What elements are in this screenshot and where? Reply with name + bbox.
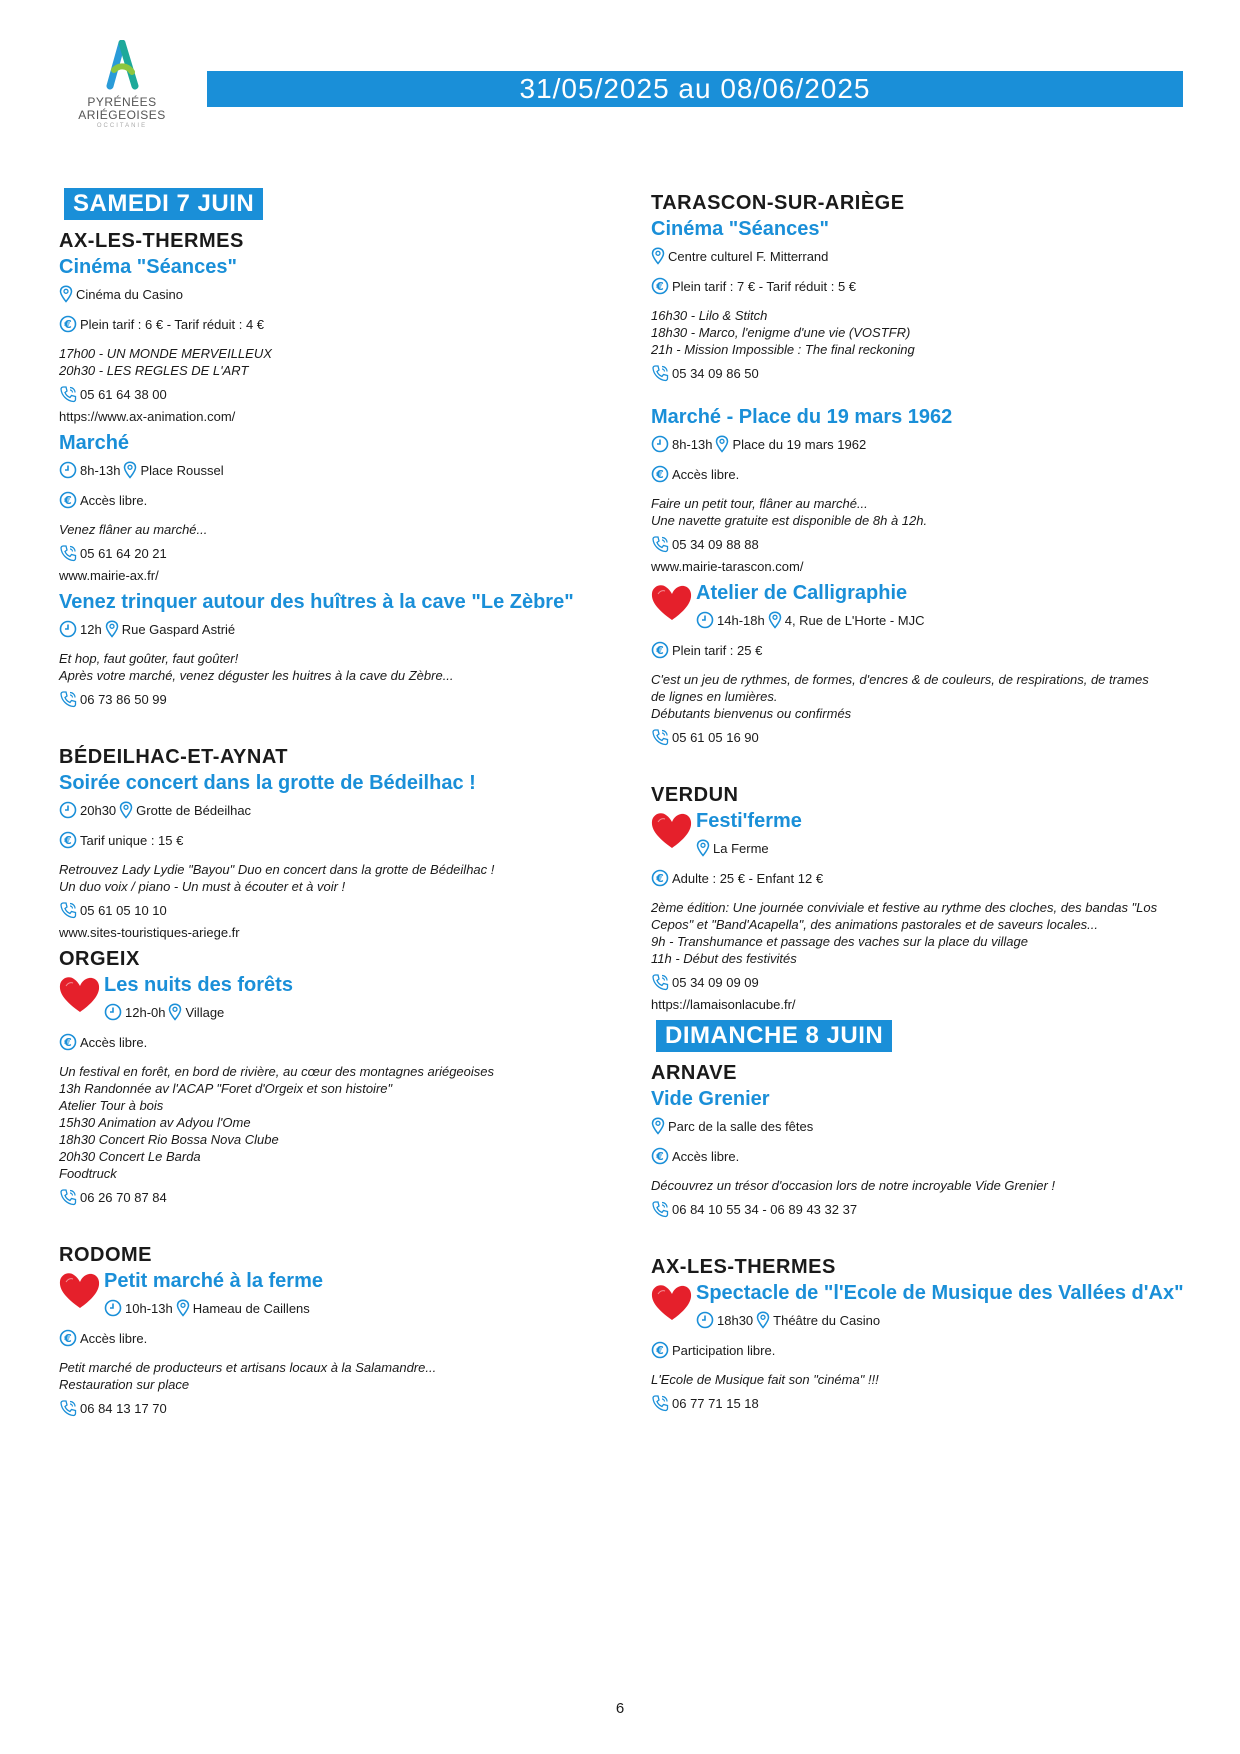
event-desc-line: Retrouvez Lady Lydie "Bayou" Duo en concert dans la grotte de Bédeilhac ! (59, 862, 495, 877)
event-calligraphie (651, 582, 1191, 746)
phone-icon (651, 1200, 669, 1218)
event-location: Place Roussel (140, 462, 224, 478)
euro-icon (59, 315, 77, 333)
event-url[interactable]: www.sites-touristiques-ariege.fr (59, 925, 240, 940)
event-phone[interactable]: 05 34 09 88 88 (672, 536, 759, 552)
event-title: Atelier de Calligraphie (696, 582, 908, 604)
town-heading: RODOME (59, 1244, 152, 1266)
event-desc-line: 20h30 Concert Le Barda (59, 1149, 201, 1164)
svg-text:€: € (656, 872, 664, 885)
event-url[interactable]: https://lamaisonlacube.fr/ (651, 997, 796, 1012)
phone-icon (651, 364, 669, 382)
event-desc-line: 2ème édition: Une journée conviviale et festive au rythme des cloches, des bandas "Los (651, 900, 1158, 915)
town-heading: ORGEIX (59, 948, 140, 970)
event-desc-line: 18h30 Concert Rio Bossa Nova Clube (59, 1132, 279, 1147)
euro-icon (59, 831, 77, 849)
town-heading: TARASCON-SUR-ARIÈGE (651, 192, 905, 214)
event-time: 20h30 (80, 802, 117, 818)
svg-text:€: € (656, 1344, 664, 1357)
event-desc-line: Découvrez un trésor d'occasion lors de notre incroyable Vide Grenier ! (651, 1178, 1056, 1193)
event-huitres (59, 591, 629, 708)
event-desc-line: 18h30 - Marco, l'enigme d'une vie (VOSTFR) (651, 325, 911, 340)
pin-icon (59, 285, 73, 303)
phone-icon (59, 544, 77, 562)
phone-icon (651, 535, 669, 553)
event-price: Plein tarif : 7 € - Tarif réduit : 5 € (672, 278, 857, 294)
event-desc-line: L'Ecole de Musique fait son "cinéma" !!! (651, 1372, 879, 1387)
pin-icon (715, 435, 729, 453)
event-desc-line: Débutants bienvenus ou confirmés (651, 706, 852, 721)
event-price: Accès libre. (80, 1330, 148, 1346)
event-desc-line: Et hop, faut goûter, faut goûter! (59, 651, 239, 666)
event-title: Cinéma "Séances" (59, 256, 237, 278)
logo-text-1: PYRÉNÉES (87, 95, 157, 109)
event-location: Cinéma du Casino (76, 286, 183, 302)
event-price: Tarif unique : 15 € (80, 832, 184, 848)
event-location: Village (185, 1004, 225, 1020)
euro-icon (651, 465, 669, 483)
event-location: Rue Gaspard Astrié (121, 621, 236, 637)
clock-icon (59, 620, 77, 638)
pin-icon (105, 620, 119, 638)
pin-icon (768, 611, 782, 629)
event-time: 14h-18h (717, 612, 765, 628)
left-column (59, 188, 629, 1429)
pin-icon (651, 247, 665, 265)
event-desc-line: 17h00 - UN MONDE MERVEILLEUX (59, 346, 272, 361)
event-price: Accès libre. (672, 466, 740, 482)
event-desc-line: C'est un jeu de rythmes, de formes, d'encres & de couleurs, de respirations, de trames (651, 672, 1149, 687)
clock-icon (104, 1299, 122, 1317)
event-price: Plein tarif : 25 € (672, 642, 763, 658)
page-number: 6 (615, 1700, 625, 1717)
event-location: Parc de la salle des fêtes (668, 1118, 814, 1134)
event-desc-line: Petit marché de producteurs et artisans locaux à la Salamandre... (59, 1360, 437, 1375)
event-bedeilhac (59, 772, 629, 940)
event-title: Les nuits des forêts (104, 974, 293, 996)
event-desc-line: Atelier Tour à bois (59, 1098, 164, 1113)
phone-icon (651, 1394, 669, 1412)
event-location: Place du 19 mars 1962 (732, 436, 867, 452)
event-phone[interactable]: 06 26 70 87 84 (80, 1189, 167, 1205)
clock-icon (696, 1311, 714, 1329)
event-title: Spectacle de "l'Ecole de Musique des Vallées d'Ax" (696, 1282, 1184, 1304)
heart-icon (58, 974, 100, 1019)
event-desc-line: 15h30 Animation av Adyou l'Ome (59, 1115, 251, 1130)
event-title: Marché - Place du 19 mars 1962 (651, 406, 953, 428)
event-festiferme (651, 810, 1191, 1012)
town-heading: AX-LES-THERMES (59, 230, 244, 252)
event-time: 18h30 (717, 1312, 754, 1328)
event-desc-line: 21h - Mission Impossible : The final reckoning (651, 342, 915, 357)
pin-icon (651, 1117, 665, 1135)
event-price: Accès libre. (80, 1034, 148, 1050)
event-title: Venez trinquer autour des huîtres à la cave "Le Zèbre" (59, 591, 574, 613)
town-heading: AX-LES-THERMES (651, 1256, 836, 1278)
clock-icon (59, 801, 77, 819)
day-heading-saturday: SAMEDI 7 JUIN (64, 188, 263, 220)
svg-text:€: € (64, 834, 72, 847)
euro-icon (651, 1147, 669, 1165)
heart-icon (650, 1282, 692, 1327)
town-heading: VERDUN (651, 784, 739, 806)
event-desc-line: de lignes en lumières. (651, 689, 778, 704)
euro-icon (651, 277, 669, 295)
pin-icon (123, 461, 137, 479)
event-title: Festi'ferme (696, 810, 802, 832)
logo-text-2: ARIÉGEOISES (78, 108, 166, 122)
event-title: Soirée concert dans la grotte de Bédeilhac ! (59, 772, 476, 794)
svg-text:€: € (64, 494, 72, 507)
phone-icon (59, 901, 77, 919)
event-orgeix (59, 974, 629, 1206)
event-phone[interactable]: 06 77 71 15 18 (672, 1395, 759, 1411)
euro-icon (59, 491, 77, 509)
event-phone[interactable]: 05 34 09 09 09 (672, 974, 759, 990)
event-phone[interactable]: 06 84 13 17 70 (80, 1400, 167, 1416)
logo-icon (102, 40, 142, 94)
event-price: Participation libre. (672, 1342, 776, 1358)
event-location: Théâtre du Casino (773, 1312, 881, 1328)
event-desc-line: Après votre marché, venez déguster les huitres à la cave du Zèbre... (59, 668, 454, 683)
event-marche-tarascon (651, 406, 1191, 574)
event-phone[interactable]: 05 34 09 86 50 (672, 365, 759, 381)
event-desc-line: 9h - Transhumance et passage des vaches sur la place du village (651, 934, 1028, 949)
event-location: Centre culturel F. Mitterrand (668, 248, 829, 264)
event-title: Marché (59, 432, 130, 454)
phone-icon (59, 1399, 77, 1417)
event-ecole-musique (651, 1282, 1191, 1412)
heart-icon (650, 582, 692, 627)
event-desc-line: Restauration sur place (59, 1377, 190, 1392)
event-cinema-ax (59, 256, 629, 424)
event-url[interactable]: www.mairie-ax.fr/ (59, 568, 159, 583)
phone-icon (59, 1188, 77, 1206)
event-url[interactable]: www.mairie-tarascon.com/ (651, 559, 804, 574)
svg-text:€: € (656, 1150, 664, 1163)
event-location: Grotte de Bédeilhac (136, 802, 252, 818)
svg-text:€: € (656, 468, 664, 481)
logo-text-3: OCCITANIE (96, 123, 148, 129)
event-phone[interactable]: 05 61 64 20 21 (80, 545, 167, 561)
town-heading: ARNAVE (651, 1062, 737, 1084)
event-phone[interactable]: 05 61 05 10 10 (80, 902, 167, 918)
pin-icon (176, 1299, 190, 1317)
svg-text:€: € (656, 280, 664, 293)
pin-icon (119, 801, 133, 819)
svg-text:€: € (656, 644, 664, 657)
heart-icon (58, 1270, 100, 1315)
event-desc-line: 11h - Début des festivités (651, 951, 797, 966)
svg-text:€: € (64, 318, 72, 331)
event-desc-line: Cepos" et "Band'Acapella", des animations pastorales et de saveurs locales... (651, 917, 1099, 932)
pin-icon (168, 1003, 182, 1021)
clock-icon (696, 611, 714, 629)
event-vide-grenier (651, 1088, 1191, 1218)
event-desc-line: Une navette gratuite est disponible de 8h à 12h. (651, 513, 928, 528)
town-heading: BÉDEILHAC-ET-AYNAT (59, 746, 289, 768)
event-price: Accès libre. (672, 1148, 740, 1164)
event-desc-line: Un festival en forêt, en bord de rivière, au cœur des montagnes ariégeoises (59, 1064, 495, 1079)
event-desc-line: Faire un petit tour, flâner au marché... (651, 496, 868, 511)
event-price: Plein tarif : 6 € - Tarif réduit : 4 € (80, 316, 265, 332)
clock-icon (104, 1003, 122, 1021)
event-desc-line: Foodtruck (59, 1166, 117, 1181)
event-marche-ax (59, 432, 629, 583)
euro-icon (651, 641, 669, 659)
date-range-banner: 31/05/2025 au 08/06/2025 (207, 71, 1183, 107)
phone-icon (651, 973, 669, 991)
euro-icon (59, 1329, 77, 1347)
event-phone[interactable]: 06 84 10 55 34 - 06 89 43 32 37 (672, 1201, 858, 1217)
event-time: 8h-13h (672, 436, 713, 452)
heart-icon (650, 810, 692, 855)
logo (72, 40, 172, 130)
phone-icon (59, 385, 77, 403)
event-title: Vide Grenier (651, 1088, 770, 1110)
event-phone[interactable]: 05 61 64 38 00 (80, 386, 167, 402)
event-phone[interactable]: 06 73 86 50 99 (80, 691, 167, 707)
event-location: Hameau de Caillens (192, 1300, 310, 1316)
event-location: 4, Rue de L'Horte - MJC (784, 612, 925, 628)
phone-icon (651, 728, 669, 746)
event-price: Adulte : 25 € - Enfant 12 € (672, 870, 824, 886)
event-cinema-tarascon (651, 218, 1191, 382)
event-time: 8h-13h (80, 462, 121, 478)
event-phone[interactable]: 05 61 05 16 90 (672, 729, 759, 745)
event-time: 12h (80, 621, 102, 637)
event-desc-line: Un duo voix / piano - Un must à écouter et à voir ! (59, 879, 346, 894)
event-desc-line: 16h30 - Lilo & Stitch (651, 308, 768, 323)
right-column (651, 188, 1191, 1424)
event-url[interactable]: https://www.ax-animation.com/ (59, 409, 236, 424)
euro-icon (651, 1341, 669, 1359)
svg-text:€: € (64, 1036, 72, 1049)
event-desc-line: 13h Randonnée av l'ACAP "Foret d'Orgeix et son histoire" (59, 1081, 393, 1096)
pin-icon (756, 1311, 770, 1329)
event-time: 10h-13h (125, 1300, 173, 1316)
event-desc-line: Venez flâner au marché... (59, 522, 208, 537)
clock-icon (651, 435, 669, 453)
event-title: Petit marché à la ferme (104, 1270, 323, 1292)
clock-icon (59, 461, 77, 479)
event-rodome (59, 1270, 629, 1417)
event-desc-line: 20h30 - LES REGLES DE L'ART (59, 363, 249, 378)
day-heading-sunday: DIMANCHE 8 JUIN (656, 1020, 892, 1052)
phone-icon (59, 690, 77, 708)
event-location: La Ferme (713, 840, 769, 856)
event-title: Cinéma "Séances" (651, 218, 829, 240)
euro-icon (651, 869, 669, 887)
pin-icon (696, 839, 710, 857)
euro-icon (59, 1033, 77, 1051)
event-time: 12h-0h (125, 1004, 166, 1020)
svg-text:€: € (64, 1332, 72, 1345)
event-price: Accès libre. (80, 492, 148, 508)
